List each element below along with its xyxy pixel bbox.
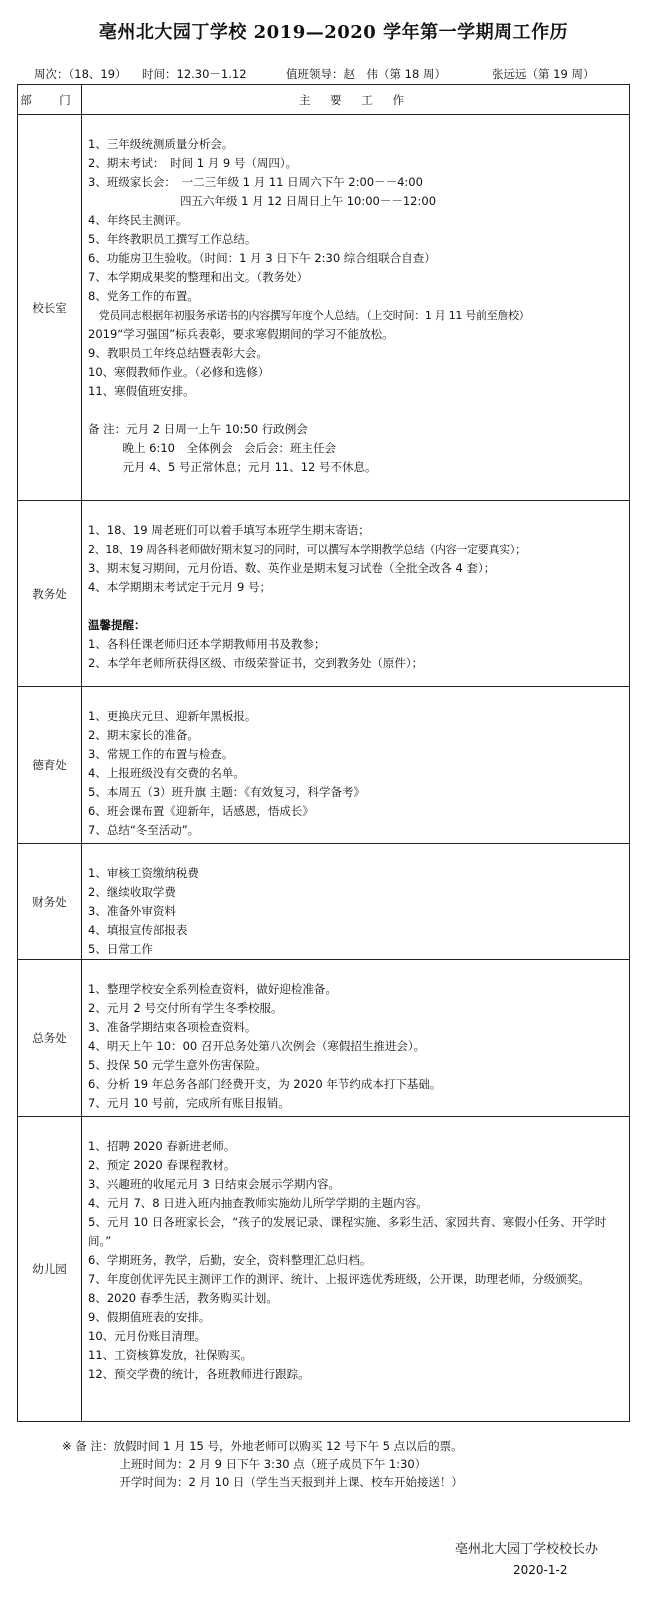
work-line: 9、教职员工年终总结暨表彰大会。 — [88, 346, 268, 360]
work-line: 7、年度创优评先民主测评工作的测评、统计、上报评选优秀班级，公开课，助理老师，分级颁奖。 — [88, 1272, 590, 1286]
work-cell — [82, 115, 630, 501]
work-calendar-table — [17, 84, 630, 1422]
work-line: 2、本学年老师所获得区级、市级荣誉证书，交到教务处（原件）； — [88, 656, 424, 670]
table-row — [18, 1117, 630, 1422]
work-header: 主 要 工 作 — [82, 85, 630, 115]
work-line: 晚上 6:10 全体例会 会后会：班主任会 — [88, 441, 336, 455]
work-line: 5、本周五（3）班升旗 主题：《有效复习，科学备考》 — [88, 785, 366, 799]
work-line: 3、准备学期结束各项检查资料。 — [88, 1020, 257, 1034]
page-title: 亳州北大园丁学校 2019—2020 学年第一学期周工作历 — [98, 22, 569, 43]
note-line: 开学时间为：2 月 10 日（学生当天报到并上课、校车开始接送！） — [62, 1475, 463, 1489]
footer-notes — [62, 1437, 463, 1491]
work-line: 2、预定 2020 春课程教材。 — [88, 1158, 236, 1172]
work-line: 2019“学习强国”标兵表彰，要求寒假期间的学习不能放松。 — [88, 327, 394, 341]
blank-line — [88, 597, 625, 616]
dept-header: 部 门 — [18, 85, 82, 115]
dept-cell: 幼儿园 — [18, 1117, 82, 1422]
work-line: 4、本学期期末考试定于元月 9 号； — [88, 580, 271, 594]
work-line: 3、班级家长会： 一二三年级 1 月 11 日周六下午 2:00－－4:00 — [88, 175, 423, 189]
work-line: 2、期末考试： 时间 1 月 9 号（周四）。 — [88, 156, 298, 170]
table-row — [18, 960, 630, 1117]
work-line: 5、元月 10 日各班家长会，“孩子的发展记录、课程实施、多彩生活、家园共育、寒假小任务、开学时间。” — [88, 1215, 607, 1248]
work-line: 元月 4、5 号正常休息；元月 11、12 号不休息。 — [88, 460, 377, 474]
work-line: 11、工资核算发放，社保购买。 — [88, 1348, 253, 1362]
work-line: 8、党务工作的布置。 — [88, 289, 199, 303]
work-line: 1、审核工资缴纳税费 — [88, 866, 199, 880]
work-line: 1、更换庆元旦、迎新年黑板报。 — [88, 709, 257, 723]
work-line: 3、期末复习期间，元月份语、数、英作业是期末复习试卷（全批全改各 4 套）； — [88, 561, 496, 575]
work-line: 8、2020 春季生活，教务购买计划。 — [88, 1291, 278, 1305]
note-line: 上班时间为：2 月 9 日下午 3:30 点（班子成员下午 1:30） — [62, 1457, 427, 1471]
leader2-info: 张远远（第 19 周） — [492, 67, 595, 81]
work-line: 4、上报班级没有交费的名单。 — [88, 766, 245, 780]
dept-cell: 教务处 — [18, 501, 82, 687]
work-cell — [82, 1117, 630, 1422]
work-line: 四五六年级 1 月 12 日周日上午 10:00－－12:00 — [88, 194, 437, 208]
work-line: 6、班会课布置《迎新年，话感恩，悟成长》 — [88, 804, 314, 818]
work-line: 5、日常工作 — [88, 942, 153, 956]
work-line: 4、元月 7、8 日进入班内抽查教师实施幼儿所学学期的主题内容。 — [88, 1196, 428, 1210]
work-line: 3、准备外审资料 — [88, 904, 176, 918]
work-line: 9、假期值班表的安排。 — [88, 1310, 211, 1324]
signature-block — [455, 1540, 598, 1580]
work-line: 1、三年级统测质量分析会。 — [88, 137, 234, 151]
work-cell — [82, 960, 630, 1117]
dept-cell: 财务处 — [18, 844, 82, 960]
work-line: 3、常规工作的布置与检查。 — [88, 747, 234, 761]
work-line: 4、填报宣传部报表 — [88, 923, 188, 937]
reminder-heading: 温馨提醒： — [88, 618, 146, 632]
work-line: 党员同志根据年初服务承诺书的内容撰写年度个人总结。（上交时间：1 月 11 号前至詹校） — [88, 309, 530, 322]
work-line: 7、本学期成果奖的整理和出文。（教务处） — [88, 270, 309, 284]
leader-info: 值班领导：赵 伟（第 18 周） — [286, 67, 446, 81]
signature-date: 2020-1-2 — [513, 1563, 568, 1577]
work-line: 5、投保 50 元学生意外伤害保险。 — [88, 1058, 267, 1072]
table-header-row — [18, 85, 630, 115]
work-line: 6、学期班务，教学，后勤，安全，资料整理汇总归档。 — [88, 1253, 372, 1267]
table-row — [18, 115, 630, 501]
work-cell — [82, 501, 630, 687]
work-cell — [82, 687, 630, 844]
work-line: 7、总结“冬至活动”。 — [88, 823, 200, 837]
work-cell — [82, 844, 630, 960]
work-line: 备 注：元月 2 日周一上午 10:50 行政例会 — [88, 422, 308, 436]
dept-cell: 校长室 — [18, 115, 82, 501]
work-line: 5、年终教职员工撰写工作总结。 — [88, 232, 257, 246]
dept-cell: 德育处 — [18, 687, 82, 844]
table-row — [18, 687, 630, 844]
work-line: 1、18、19 周老班们可以着手填写本班学生期末寄语； — [88, 523, 370, 537]
work-line: 6、分析 19 年总务各部门经费开支，为 2020 年节约成本打下基础。 — [88, 1077, 442, 1091]
dept-cell: 总务处 — [18, 960, 82, 1117]
work-line: 2、继续收取学费 — [88, 885, 176, 899]
work-line: 10、元月份账目清理。 — [88, 1329, 207, 1343]
signature-org: 亳州北大园丁学校校长办 — [455, 1542, 599, 1557]
work-line: 4、明天上午 10：00 召开总务处第八次例会（寒假招生推进会）。 — [88, 1039, 426, 1053]
table-row — [18, 844, 630, 960]
table-row — [18, 501, 630, 687]
work-line: 2、期末家长的准备。 — [88, 728, 199, 742]
work-line: 3、兴趣班的收尾元月 3 日结束会展示学期内容。 — [88, 1177, 340, 1191]
work-line: 1、招聘 2020 春新进老师。 — [88, 1139, 236, 1153]
work-line: 2、元月 2 号交付所有学生冬季校服。 — [88, 1001, 283, 1015]
work-line: 6、功能房卫生验收。（时间：1 月 3 日下午 2:30 综合组联合自查） — [88, 251, 436, 265]
work-line: 11、寒假值班安排。 — [88, 384, 195, 398]
work-line: 12、预交学费的统计，各班教师进行跟踪。 — [88, 1367, 310, 1381]
note-line: ※ 备 注：放假时间 1 月 15 号，外地老师可以购买 12 号下午 5 点以后的票。 — [62, 1439, 463, 1453]
work-line: 10、寒假教师作业。（必修和选修） — [88, 365, 270, 379]
blank-line — [88, 401, 625, 420]
work-line: 1、各科任课老师归还本学期教师用书及教参； — [88, 637, 326, 651]
work-line: 2、18、19 周各科老师做好期末复习的同时，可以撰写本学期教学总结（内容一定要真实）； — [88, 543, 526, 556]
time-info: 时间：12.30－1.12 — [142, 67, 247, 81]
week-info: 周次：（18、19） — [34, 67, 127, 81]
work-line: 4、年终民主测评。 — [88, 213, 188, 227]
work-line: 7、元月 10 号前，完成所有账目报销。 — [88, 1096, 290, 1110]
work-line: 1、整理学校安全系列检查资料，做好迎检准备。 — [88, 982, 337, 996]
